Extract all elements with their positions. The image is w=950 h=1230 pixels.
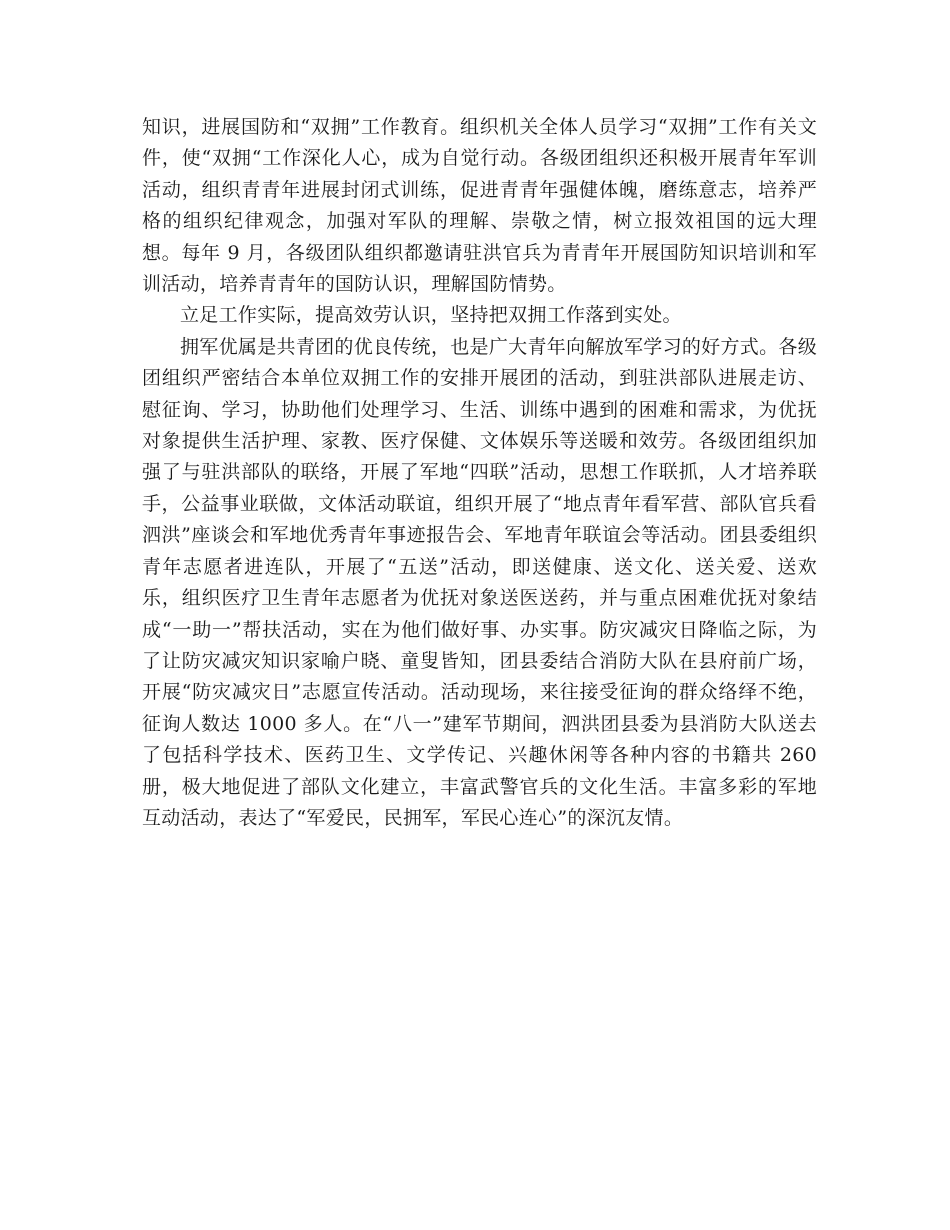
paragraph-heading-line: 立足工作实际，提高效劳认识，坚持把双拥工作落到实处。 [180,304,682,327]
paragraph-continuation: 知识，进展国防和“双拥”工作教育。组织机关全体人员学习“双拥”工作有关文件，使“双拥“工作深化人心，成为自觉行动。各级团组织还积极开展青年军训活动，组织青青年进展封闭式训练，促进青青年强健体魄，磨练意志，培养严格的组织纪律观念，加强对军队的理解、崇敬之情，树立报效祖国的远大理想。每年 9 月，各级团队组织都邀请驻洪官兵为青青年开展国防知识培训和军训活动，培养青青年的国防认识，理解国防情势。 [142,116,817,296]
paragraph-main: 拥军优属是共青团的优良传统，也是广大青年向解放军学习的好方式。各级团组织严密结合本单位双拥工作的安排开展团的活动，到驻洪部队进展走访、慰征询、学习，协助他们处理学习、生活、训练中遇到的困难和需求，为优抚对象提供生活护理、家教、医疗保健、文体娱乐等送暖和效劳。各级团组织加强了与驻洪部队的联络，开展了军地“四联”活动，思想工作联抓，人才培养联手，公益事业联做，文体活动联谊，组织开展了“地点青年看军营、部队官兵看泗洪”座谈会和军地优秀青年事迹报告会、军地青年联谊会等活动。团县委组织青年志愿者进连队，开展了“五送”活动，即送健康、送文化、送关爱、送欢乐，组织医疗卫生青年志愿者为优抚对象送医送药，并与重点困难优抚对象结成“一助一”帮扶活动，实在为他们做好事、办实事。防灾减灾日降临之际，为了让防灾减灾知识家喻户晓、童叟皆知，团县委结合消防大队在县府前广场，开展“防灾减灾日”志愿宣传活动。活动现场，来往接受征询的群众络绎不绝，征询人数达 1000 多人。在“八一”建军节期间，泗洪团县委为县消防大队送去了包括科学技术、医药卫生、文学传记、兴趣休闲等各种内容的书籍共 260 册，极大地促进了部队文化建立，丰富武警官兵的文化生活。丰富多彩的军地互动活动，表达了“军爱民，民拥军，军民心连心”的深沉友情。 [142,335,817,829]
document-body [142,112,817,834]
